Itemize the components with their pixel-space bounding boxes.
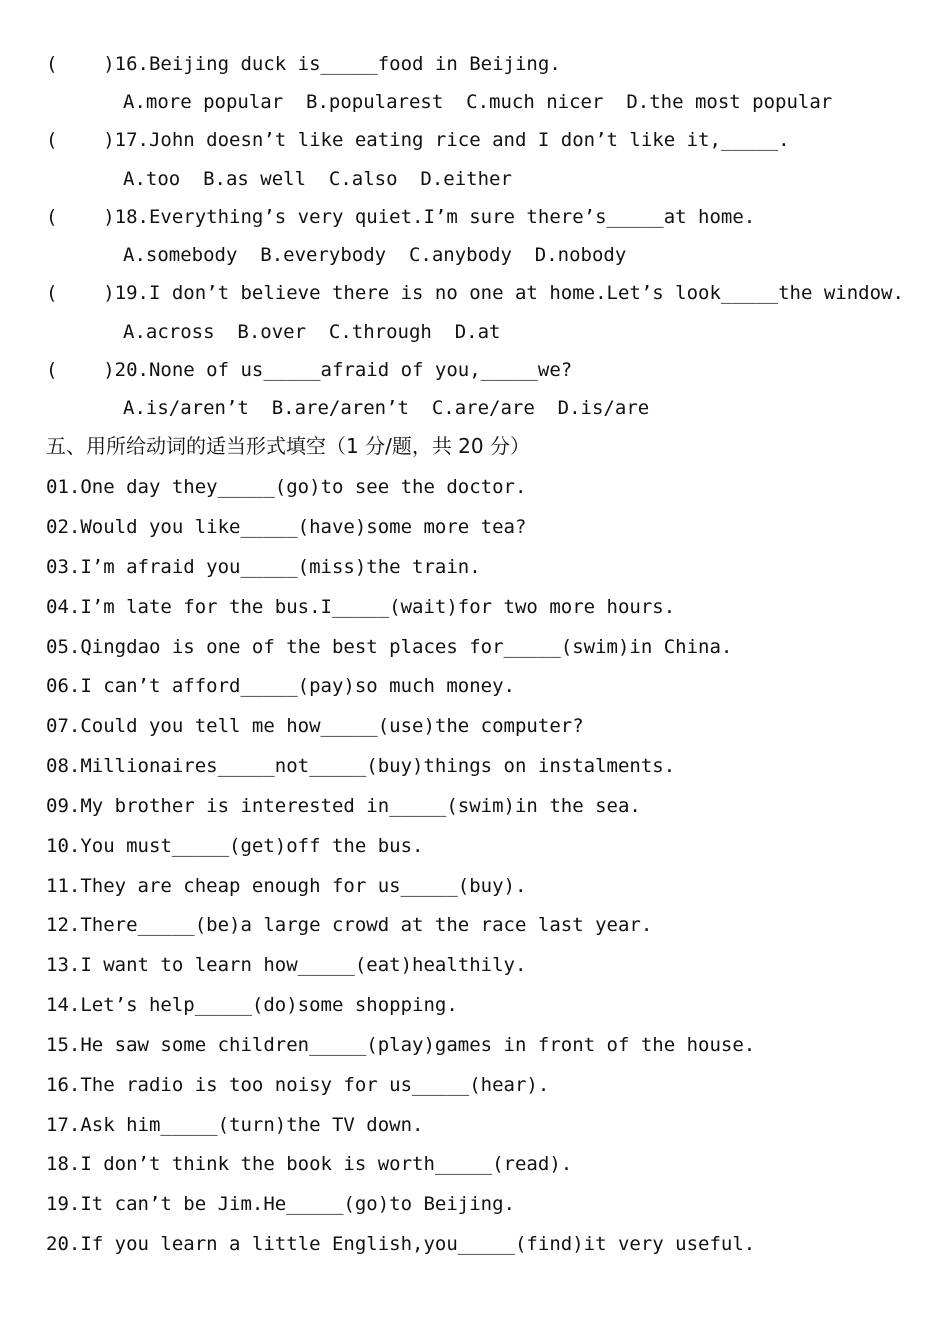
fill-item-09: 09.My brother is interested in_____(swim)in the sea. xyxy=(46,795,641,817)
fill-item-13: 13.I want to learn how_____(eat)healthily. xyxy=(46,954,527,976)
fill-item-20: 20.If you learn a little English,you_____(find)it very useful. xyxy=(46,1233,756,1255)
question-20-stem: ( )20.None of us_____afraid of you,_____we? xyxy=(46,359,573,381)
fill-item-02: 02.Would you like_____(have)some more tea? xyxy=(46,516,527,538)
fill-item-17: 17.Ask him_____(turn)the TV down. xyxy=(46,1114,424,1136)
question-18-options: A.somebody B.everybody C.anybody D.nobody xyxy=(123,244,627,266)
question-19-stem: ( )19.I don’t believe there is no one at home.Let’s look_____the window. xyxy=(46,282,904,304)
fill-item-12: 12.There_____(be)a large crowd at the race last year. xyxy=(46,914,653,936)
fill-item-10: 10.You must_____(get)off the bus. xyxy=(46,835,424,857)
question-16-options: A.more popular B.popularest C.much nicer D.the most popular xyxy=(123,91,833,113)
question-20-options: A.is/aren’t B.are/aren’t C.are/are D.is/are xyxy=(123,397,650,419)
fill-item-08: 08.Millionaires_____not_____(buy)things on instalments. xyxy=(46,755,676,777)
question-17-stem: ( )17.John doesn’t like eating rice and I don’t like it,_____. xyxy=(46,129,790,151)
fill-item-15: 15.He saw some children_____(play)games in front of the house. xyxy=(46,1034,756,1056)
fill-item-07: 07.Could you tell me how_____(use)the computer? xyxy=(46,715,584,737)
fill-item-06: 06.I can’t afford_____(pay)so much money. xyxy=(46,675,515,697)
question-16-stem: ( )16.Beijing duck is_____food in Beijing. xyxy=(46,53,561,75)
question-19-options: A.across B.over C.through D.at xyxy=(123,321,501,343)
fill-item-14: 14.Let’s help_____(do)some shopping. xyxy=(46,994,458,1016)
question-17-options: A.too B.as well C.also D.either xyxy=(123,168,512,190)
fill-item-01: 01.One day they_____(go)to see the doctor. xyxy=(46,476,527,498)
fill-item-11: 11.They are cheap enough for us_____(buy). xyxy=(46,875,527,897)
fill-item-18: 18.I don’t think the book is worth_____(read). xyxy=(46,1153,573,1175)
fill-item-16: 16.The radio is too noisy for us_____(hear). xyxy=(46,1074,550,1096)
fill-item-05: 05.Qingdao is one of the best places for_____(swim)in China. xyxy=(46,636,733,658)
fill-item-19: 19.It can’t be Jim.He_____(go)to Beijing. xyxy=(46,1193,515,1215)
question-18-stem: ( )18.Everything’s very quiet.I’m sure there’s_____at home. xyxy=(46,206,756,228)
fill-item-03: 03.I’m afraid you_____(miss)the train. xyxy=(46,556,481,578)
fill-item-04: 04.I’m late for the bus.I_____(wait)for two more hours. xyxy=(46,596,676,618)
section-five-heading: 五、用所给动词的适当形式填空（1 分/题，共 20 分） xyxy=(46,434,530,458)
